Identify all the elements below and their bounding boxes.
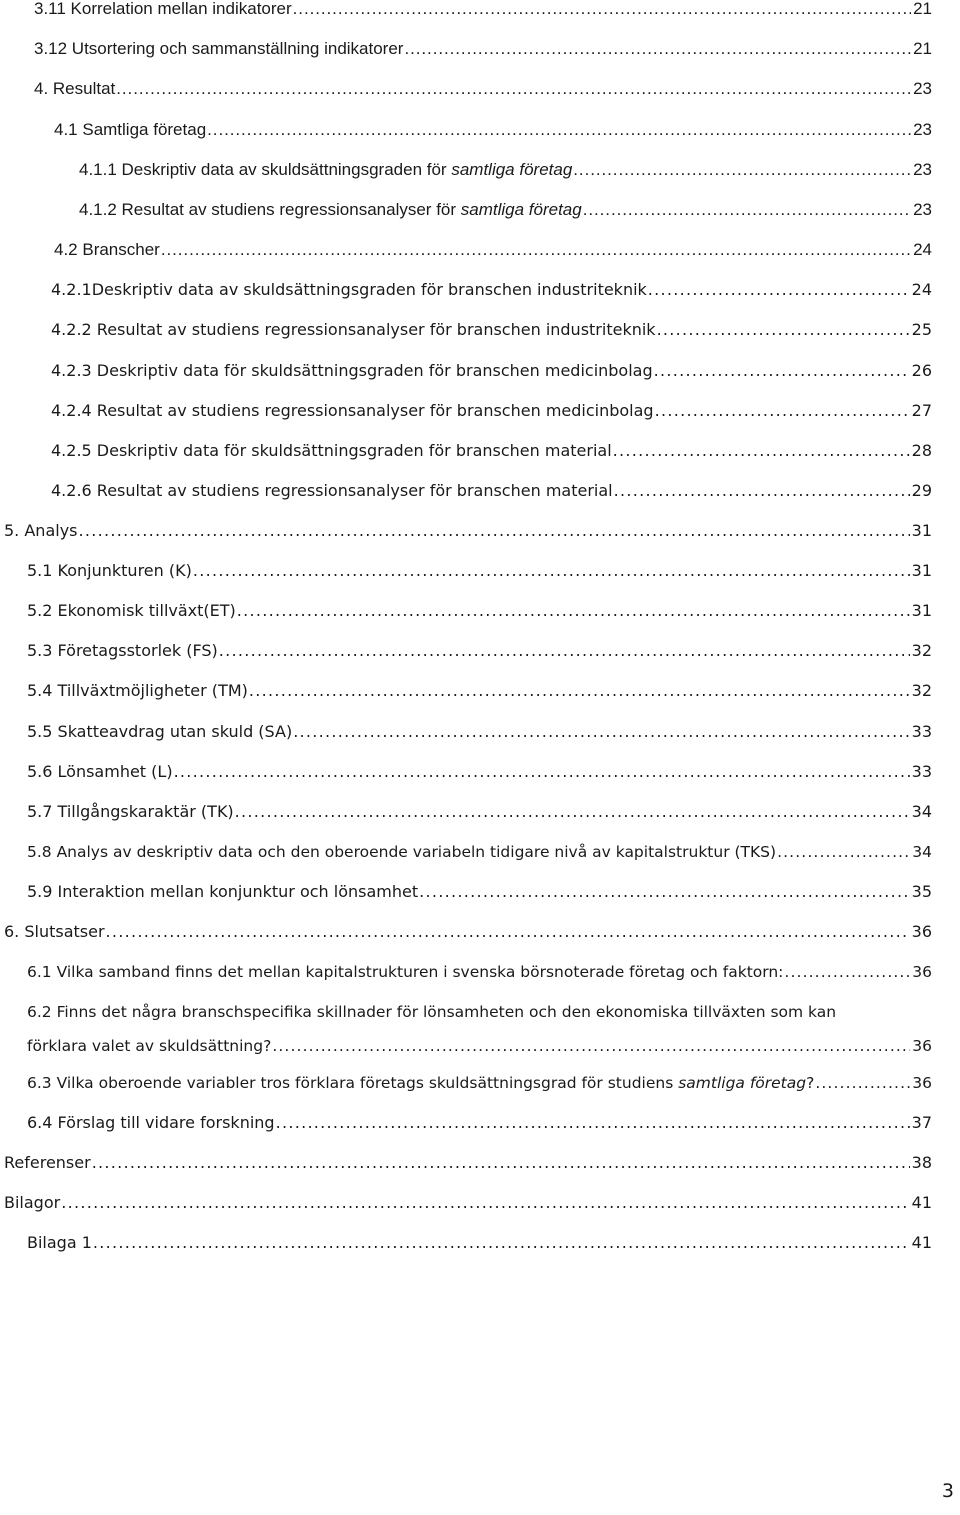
toc-leader-dots — [249, 677, 910, 705]
toc-entry[interactable] — [34, 75, 932, 103]
toc-entry-title: 6. Slutsatser — [4, 922, 105, 941]
toc-entry[interactable] — [27, 758, 932, 786]
toc-leader-dots — [106, 918, 910, 946]
toc-entry-page: 24 — [911, 280, 932, 299]
toc-leader-dots — [116, 75, 911, 103]
toc-entry[interactable] — [27, 1109, 932, 1137]
toc-entry-title: 5. Analys — [4, 521, 78, 540]
toc-entry-title: 4.2 Branscher — [54, 240, 160, 259]
toc-entry-title: 5.7 Tillgångskaraktär (TK) — [27, 802, 234, 821]
toc-entry-page: 24 — [913, 240, 932, 259]
toc-entry-title: 5.2 Ekonomisk tillväxt(ET) — [27, 601, 236, 620]
toc-entry-page: 29 — [911, 481, 932, 500]
toc-leader-dots — [193, 557, 910, 585]
toc-entry-page: 23 — [913, 160, 932, 179]
toc-entry-title: 4.2.4 Resultat av studiens regressionsanalyser för branschen medicinbolag — [51, 401, 654, 420]
toc-entry-title: Bilaga 1 — [27, 1233, 92, 1252]
toc-entry[interactable] — [51, 316, 932, 344]
toc-leader-dots — [655, 397, 910, 425]
toc-leader-dots — [293, 0, 911, 23]
toc-leader-dots — [237, 597, 910, 625]
toc-leader-dots — [815, 1069, 910, 1097]
toc-entry-page: 34 — [911, 802, 932, 821]
toc-entry[interactable] — [27, 1069, 932, 1097]
toc-leader-dots — [573, 156, 911, 184]
toc-entry-page: 36 — [911, 922, 932, 941]
toc-entry-title: 6.4 Förslag till vidare forskning — [27, 1113, 275, 1132]
toc-entry[interactable] — [27, 998, 932, 1060]
toc-entry[interactable] — [54, 116, 932, 144]
toc-entry-page: 25 — [911, 320, 932, 339]
toc-entry-title: 4.2.1Deskriptiv data av skuldsättningsgraden för branschen industriteknik — [51, 280, 647, 299]
toc-entry[interactable] — [27, 718, 932, 746]
toc-entry-page: 41 — [911, 1193, 932, 1212]
toc-entry[interactable] — [27, 798, 932, 826]
toc-leader-dots — [161, 236, 911, 264]
toc-entry[interactable] — [34, 0, 932, 23]
toc-entry-title-suffix: ? — [806, 1074, 815, 1092]
toc-entry-title: 5.5 Skatteavdrag utan skuld (SA) — [27, 722, 293, 741]
toc-entry-page: 21 — [913, 39, 932, 58]
toc-entry-page: 27 — [911, 401, 932, 420]
toc-entry[interactable] — [34, 35, 932, 63]
toc-leader-dots — [79, 517, 910, 545]
toc-entry-title: 4.1.1 Deskriptiv data av skuldsättningsgraden för — [79, 160, 452, 179]
toc-entry[interactable] — [4, 1149, 932, 1177]
toc-entry-title: 3.11 Korrelation mellan indikatorer — [34, 0, 292, 18]
toc-leader-dots — [61, 1189, 909, 1217]
toc-entry-page: 36 — [912, 1037, 932, 1055]
toc-leader-dots — [293, 718, 909, 746]
toc-leader-dots — [648, 276, 910, 304]
toc-entry-page: 31 — [911, 521, 932, 540]
toc-entry[interactable] — [51, 357, 932, 385]
toc-entry-title: 4.2.6 Resultat av studiens regressionsanalyser för branschen material — [51, 481, 613, 500]
toc-leader-dots — [404, 35, 911, 63]
toc-leader-dots — [583, 196, 911, 224]
toc-leader-dots — [613, 437, 910, 465]
toc-entry-title-line1: 6.2 Finns det några branschspecifika skillnader för lönsamheten och den ekonomiska tillväxten som kan — [27, 1003, 837, 1021]
toc-entry[interactable] — [4, 918, 932, 946]
toc-leader-dots — [777, 838, 910, 866]
toc-entry-page: 28 — [911, 441, 932, 460]
toc-entry-title: 5.8 Analys av deskriptiv data och den oberoende variabeln tidigare nivå av kapitalstruktur (TKS) — [27, 843, 777, 861]
toc-leader-dots — [92, 1149, 910, 1177]
toc-entry-page: 31 — [911, 561, 932, 580]
toc-leader-dots — [174, 758, 910, 786]
toc-leader-dots — [272, 1032, 910, 1060]
toc-entry-page: 37 — [911, 1113, 932, 1132]
toc-entry-title: förklara valet av skuldsättning? — [27, 1037, 272, 1055]
toc-entry[interactable] — [27, 958, 932, 986]
toc-entry-page: 35 — [911, 882, 932, 901]
toc-leader-dots — [614, 477, 910, 505]
toc-entry[interactable] — [27, 838, 932, 866]
toc-entry[interactable] — [51, 477, 932, 505]
toc-entry-title: 4.2.5 Deskriptiv data för skuldsättningsgraden för branschen material — [51, 441, 612, 460]
toc-entry-title: 5.1 Konjunkturen (K) — [27, 561, 192, 580]
toc-entry-page: 32 — [911, 681, 932, 700]
toc-entry-title: 4. Resultat — [34, 79, 116, 98]
toc-leader-dots — [784, 958, 910, 986]
toc-entry-page: 33 — [911, 762, 932, 781]
toc-entry-title: 4.1 Samtliga företag — [54, 120, 207, 139]
toc-entry[interactable] — [27, 677, 932, 705]
toc-entry-page: 21 — [913, 0, 932, 18]
toc-entry[interactable] — [54, 236, 932, 264]
toc-entry[interactable] — [51, 437, 932, 465]
toc-entry-page: 23 — [913, 200, 932, 219]
toc-entry-page: 23 — [913, 79, 932, 98]
toc-entry[interactable] — [79, 156, 932, 184]
toc-entry[interactable] — [27, 557, 932, 585]
toc-entry-title-italic: samtliga företag — [460, 200, 582, 219]
toc-entry[interactable] — [27, 597, 932, 625]
toc-entry-title: 4.2.2 Resultat av studiens regressionsanalyser för branschen industriteknik — [51, 320, 656, 339]
toc-entry-page: 38 — [911, 1153, 932, 1172]
toc-entry-page: 34 — [912, 843, 932, 861]
toc-leader-dots — [207, 116, 911, 144]
toc-entry-title: 5.4 Tillväxtmöjligheter (TM) — [27, 681, 248, 700]
toc-entry-title: 4.1.2 Resultat av studiens regressionsanalyser för — [79, 200, 461, 219]
toc-leader-dots — [276, 1109, 910, 1137]
toc-entry-page: 41 — [911, 1233, 932, 1252]
toc-entry-page: 32 — [911, 641, 932, 660]
toc-entry-title-italic: samtliga företag — [451, 160, 573, 179]
toc-entry[interactable] — [4, 517, 932, 545]
toc-entry[interactable] — [27, 1229, 932, 1257]
toc-entry-title: 5.9 Interaktion mellan konjunktur och lönsamhet — [27, 882, 419, 901]
toc-entry-title: Referenser — [4, 1153, 91, 1172]
toc-entry-title: 3.12 Utsortering och sammanställning indikatorer — [34, 39, 404, 58]
toc-leader-dots — [93, 1229, 910, 1257]
toc-entry-title: 5.6 Lönsamhet (L) — [27, 762, 173, 781]
toc-entry-page: 31 — [911, 601, 932, 620]
toc-entry[interactable] — [51, 276, 932, 304]
toc-entry-page: 36 — [912, 963, 932, 981]
toc-entry-title: 5.3 Företagsstorlek (FS) — [27, 641, 218, 660]
toc-leader-dots — [654, 357, 910, 385]
toc-entry-title: 6.1 Vilka samband finns det mellan kapitalstrukturen i svenska börsnoterade företag och faktorn: — [27, 963, 784, 981]
toc-entry[interactable] — [79, 196, 932, 224]
toc-leader-dots — [657, 316, 910, 344]
toc-leader-dots — [219, 637, 910, 665]
toc-entry[interactable] — [51, 397, 932, 425]
toc-entry-page: 23 — [913, 120, 932, 139]
toc-entry-title: Bilagor — [4, 1193, 61, 1212]
toc-entry-page: 33 — [911, 722, 932, 741]
toc-leader-dots — [419, 878, 910, 906]
toc-entry-page: 26 — [911, 361, 932, 380]
toc-entry[interactable] — [27, 878, 932, 906]
toc-entry-title-italic: samtliga företag — [678, 1074, 807, 1092]
page-number: 3 — [941, 1480, 954, 1502]
toc-entry-page: 36 — [912, 1074, 932, 1092]
toc-entry-title: 6.3 Vilka oberoende variabler tros förklara företags skuldsättningsgrad för studiens — [27, 1074, 679, 1092]
toc-entry-title: 4.2.3 Deskriptiv data för skuldsättningsgraden för branschen medicinbolag — [51, 361, 653, 380]
toc-entry[interactable] — [27, 637, 932, 665]
toc-leader-dots — [235, 798, 910, 826]
toc-entry[interactable] — [4, 1189, 932, 1217]
